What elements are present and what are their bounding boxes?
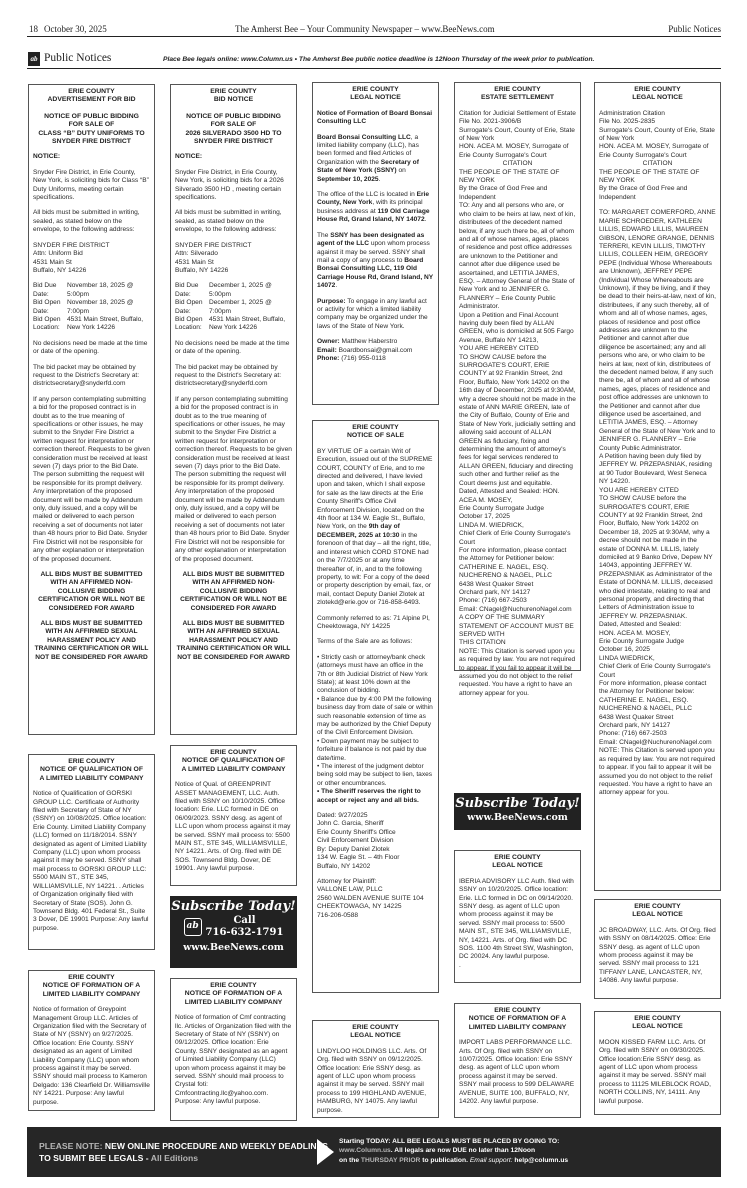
notice-heading: CLASS “B” DUTY UNIFORMS TO	[38, 129, 145, 137]
notice-paragraph: Surrogate's Court, County of Erie, State of New York	[459, 126, 575, 143]
text-run: upon whom process against it may be served. SSNY shall mail a copy of any process to	[317, 240, 430, 264]
notice-heading: ESTATE SETTLEMENT	[480, 94, 554, 102]
notice-paragraph	[317, 338, 434, 346]
bid-schedule	[33, 282, 150, 332]
notice-paragraph: For more information, please contact the Attorney for Petitioner below:	[599, 680, 707, 696]
notice-paragraph: NOTE: This Citation is served upon you as required by law. You are not required to appear. If you fail to appear it will be assumed you do not object to the relief requested. You have a right to have an attorney appear for you.	[599, 747, 716, 797]
notice-paragraph: HON. ACEA M. MOSEY, Surrogate of Erie County Surrogate's Court	[459, 143, 569, 159]
notice-heading: ERIE COUNTY	[494, 86, 541, 93]
notice-paragraph: TO: Any and all persons who are, or who claim to be heirs at law, next of kin, distributees of the decedent named below, if any such there be, all of whom and all of whose names, ages, places of residence and post office addresses are unknown to the Petitioner and cannot after due diligence used be ascertained, and LETITIA JAMES, ESQ. – Attorney General of the State of New York and to JENNIFER G. FLANNERY – Erie County Public Administrator.	[459, 202, 576, 311]
notice-paragraph: • Strictly cash or attorney/bank check (attorneys must have an office in the 7th or 8th Judicial District of New York State); at least 10% down at the conclusion of bidding.	[317, 653, 428, 695]
notice-paragraph: If any person contemplating submitting a bid for the proposed contract is in doubt as to the true meaning of specifications or other issues, he may submit to the Snyder Fire District a written request for interpretation or correction thereof. Requests to be given consideration must be received at least seven (7) days prior to the Bid Date. The person submitting the request will be responsible for its prompt delivery. Any interpretation of the proposed document will be made by Addendum only, duly issued, and a copy will be mailed or delivered to each person receiving a set of documents not later than 48 hours prior to Bid Date. Snyder Fire District will not be responsible for any other explanation or interpretation of the proposed document.	[33, 395, 150, 563]
column-link[interactable]: www.Column.us	[339, 1147, 391, 1155]
bid-label: Bid Due Date:	[33, 282, 57, 298]
notice-paragraph: Phone: (716) 667-2503	[599, 730, 667, 738]
bold-text: Email:	[317, 346, 337, 354]
notice-heading: SNYDER FIRE DISTRICT	[52, 138, 131, 146]
bid-value: 4531 Main Street, Buffalo, New York 14226	[209, 315, 286, 332]
notice-paragraph: 2560 WALDEN AVENUE SUITE 104	[317, 894, 424, 902]
notice-heading: ERIE COUNTY	[634, 86, 681, 93]
notice-paragraph: A COPY OF THE SUMMARY STATEMENT OF ACCOUNT MUST BE SERVED WITH	[459, 614, 574, 638]
bid-schedule	[175, 282, 292, 332]
notice-paragraph: Orchard park, NY 14127	[459, 588, 531, 596]
bid-value: November 18, 2025 @ 7:00pm	[67, 299, 134, 315]
notice-paragraph: All bids must be submitted in writing, sealed, as stated below on the envelope, to the following address:	[33, 209, 140, 234]
notice-paragraph: VALLONE LAW, PLLC	[317, 886, 383, 894]
notice-heading: NOTICE OF PUBLIC BIDDING	[186, 112, 281, 120]
notice-paragraph: Snyder Fire District, in Erie County, New York, is soliciting bids for Class “B” Duty Uniforms, meeting certain specifications.	[33, 168, 149, 202]
banner-left-text	[39, 1140, 329, 1164]
subscribe-call-ad[interactable]	[170, 896, 297, 968]
bee-logo-icon: ab	[184, 918, 202, 936]
notice-paragraph: The bid packet may be obtained by request to the District's Secretary at: districtsecretary@snyderfd.com	[33, 363, 140, 388]
notice-heading: ERIE COUNTY	[210, 982, 257, 989]
bid-value: December 1, 2025 @ 7:00pm	[209, 299, 272, 315]
notice-heading: ERIE COUNTY	[68, 974, 115, 981]
notice-jc-broadway	[594, 899, 721, 999]
notice-heading: ERIE COUNTY	[352, 424, 399, 431]
bid-value: 4531 Main Street, Buffalo, New York 14226	[67, 315, 144, 332]
notice-heading: LEGAL NOTICE	[632, 911, 683, 919]
notice-paragraph: • Balance due by 4:00 PM the following business day from date of sale or within such reasonable extension of time as may be authorized by the Chief Deputy of the Civil Enforcement Division.	[317, 695, 433, 737]
text-run: The office of the LLC is located in	[317, 191, 417, 199]
notice-paragraph: THE PEOPLE OF THE STATE OF NEW YORK	[459, 168, 560, 185]
bold-text: 9th day of DECEMBER, 2025 at 10:30	[317, 523, 400, 539]
notice-paragraph: A Petition having been duly filed by JEFFREY W. PRZEPASNIAK, residing at 90 Tudor Boulevard, West Seneca NY 14220.	[599, 453, 712, 486]
section-bar	[27, 50, 721, 69]
notice-paragraph: NUCHERENO & NAGEL, PLLC	[459, 572, 553, 580]
text-run: Boardbonsai@gmail.com	[336, 346, 413, 354]
thursday-prior: THURSDAY PRIOR	[360, 1156, 421, 1164]
notice-paragraph: Notice of Qualification of GORSKI GROUP LLC. Certificate of Authority filed with Secretary of State of NY (SSNY) on 10/08/2025. Office location: Erie County. Limited Liability Company (LLC) formed on 11/18/2014. SSNY designated as agent of Limited Liability Company (LLC) upon whom process against it may be served. SSNY shall mail process to GORSKI GROUP LLC: 5500 MAIN ST., STE 345, WILLIAMSVILLE, NY 14221. . Articles of Organization originally filed with Secretary of State (SOS). John G. Townsend Bldg. 401 Federal St., Suite 3 Dover, DE 19901 Purpose: Any lawful purpose.	[33, 790, 149, 932]
banner-line-1: Starting TODAY: ALL BEE LEGALS MUST BE PLACED BY GOING TO:	[339, 1138, 560, 1145]
bold-text: Phone:	[317, 354, 340, 362]
please-note-label: PLEASE NOTE:	[39, 1141, 103, 1151]
notice-heading: ERIE COUNTY	[352, 1024, 399, 1031]
notice-heading: NOTICE OF FORMATION OF A	[468, 1015, 567, 1023]
notice-cmf-formation	[170, 978, 297, 1121]
notice-paragraph: ALL BIDS MUST BE SUBMITTED WITH AN AFFIRMED NON-COLLUSIVE BIDDING CERTIFICATION OR WILL NOT BE CONSIDERED FOR AWARD	[180, 570, 287, 612]
notice-paragraph: Email: CNagel@NuchurenoNagel.com	[459, 605, 572, 613]
notice-administration-citation	[594, 82, 721, 891]
ad-url[interactable]: www.BeeNews.com	[183, 942, 284, 953]
notice-paragraph: Erie County Surrogate Judge	[459, 504, 545, 512]
notice-paragraph: Terms of the Sale are as follows:	[317, 638, 413, 646]
notice-paragraph: • The interest of the judgment debtor being sold may be subject to lien, taxes or other encumbrances.	[317, 763, 433, 787]
notice-heading: FOR SALE OF	[210, 121, 257, 129]
ad-headline: Subscribe Today!	[171, 899, 296, 914]
notice-paragraph: HON. ACEA M. MOSEY,	[599, 629, 671, 637]
notice-heading: A LIMITED LIABILITY COMPANY	[39, 774, 144, 782]
notice-paragraph	[317, 191, 434, 225]
notice-paragraph: LINDA M. WIEDRICK,	[459, 521, 524, 529]
page-number: 18	[29, 24, 38, 34]
section-tagline: Place Bee legals online: www.Column.us • The Amherst Bee public notice deadline is 12Noon Thursday of the week prior to publication.	[163, 56, 595, 63]
notice-estate-settlement	[454, 82, 581, 697]
bid-label: Bid Open Date:	[175, 299, 203, 315]
notice-heading: NOTICE OF SALE	[346, 432, 405, 440]
notice-paragraph: 4531 Main St	[33, 258, 72, 266]
notice-paragraph: Attorney for Plaintiff:	[317, 877, 377, 885]
notice-paragraph: IMPORT LABS PERFORMANCE LLC. Arts. Of Org. filed with SSNY on 10/07/2025. Office location: Erie SSNY desg. as agent of LLC upon whom process against it may be served. SSNY mail process to 599 DELAWARE AVENUE, SUITE 100, BUFFALO, NY, 14202. Any lawful purpose.	[459, 1039, 575, 1106]
bid-label: Bid Open Date:	[33, 299, 61, 315]
notice-paragraph: Buffalo, NY 14226	[175, 266, 229, 274]
notice-paragraph	[317, 298, 434, 332]
text-run: .	[335, 282, 338, 290]
ad-url[interactable]: www.BeeNews.com	[467, 812, 568, 823]
notice-heading: ERIE COUNTY	[68, 88, 115, 95]
notice-of-sale	[312, 420, 439, 993]
notice-heading: LIMITED LIABILITY COMPANY	[42, 990, 141, 998]
notice-heading: A LIMITED LIABILITY COMPANY	[181, 765, 286, 773]
banner-line-2: . All legals are now DUE no later than 12Noon	[390, 1147, 536, 1155]
notice-paragraph: TO SHOW CAUSE before the SURROGATE'S COURT, ERIE COUNTY at 92 Franklin Street, 2nd Floor, Buffalo, New York 14202 on December 18, 2025 at 9:30AM, why a decree should not be made in the estate of DONNA M. LILLIS, lately domiciled at 9 Banko Drive, Depew NY 14043, appointing JEFFREY W. PRZEPASNIAK as Administrator of the Estate of DONNA M. LILLIS, deceased who died intestate, relating to real and personal property, and directing that Letters of Administration issue to JEFFREY W. PRZEPASNIAK.	[599, 495, 713, 620]
notice-lindyloo	[312, 1020, 439, 1118]
notice-paragraph: The bid packet may be obtained by request to the District's Secretary at: districtsecretary@snyderfd.com	[175, 363, 282, 388]
notice-paragraph: 134 W. Eagle St. – 4th Floor	[317, 854, 400, 862]
notice-paragraph: YOU ARE HEREBY CITED	[599, 486, 679, 494]
text-run: on	[396, 167, 406, 175]
page-header	[27, 20, 721, 37]
section-title: Public Notices	[44, 52, 112, 64]
notice-paragraph: Chief Clerk of Erie County Surrogate's Court	[459, 530, 571, 546]
notice-paragraph: Buffalo, NY 14202	[317, 862, 371, 870]
notice-paragraph: TO: MARGARET COMERFORD, ANNE MARIE SCHROEDER, KATHLEEN LILLIS, EDWARD LILLIS, MAUREEN GIBSON, LENORE GRANGE, DENNIS TERRERI, KEVIN LILLIS, TIMOTHY LILLIS, COLLEEN HEIM, GREGORY PEPE (Individual Whose Whereabouts are Unknown), JEFFREY PEPE (Individual Whose Whereabouts are Unknown), if they be living, and if they be dead to their heirs-at-law, next of kin, distributees, if any such thereby, all of whom and all of whose names, ages, places of residence and post office addresses are unknown to the Petitioner and cannot after due diligence be ascertained; any and all persons who are, or who claim to be heirs at law, next of kin, distributees of the decedent named below, if any such there be, all of whom and all of whose names, ages, places of residence and post office addresses are unknown to the Petitioner and cannot after due diligence used be ascertained, and LETITIA JAMES, ESQ. – Attorney General of the State of New York and to JENNIFER G. FLANNERY – Erie County Public Administrator.	[599, 209, 716, 452]
notice-paragraph: Snyder Fire District, in Erie County, New York, is soliciting bids for a 2026 Silverado 3500 HD , meeting certain specifications.	[175, 168, 284, 202]
bid-label: Bid Due Date:	[175, 282, 199, 298]
notice-paragraph: Notice of Qual. of GREENPRINT ASSET MANAGEMENT, LLC. Auth. filed with SSNY on 10/10/2025. Office location: Erie. LLC formed in DE on 06/09/2023. SSNY desg. as agent of LLC upon whom process against it may be served. SSNY mail process to: 5500 MAIN ST., STE 345, WILLIAMSVILLE, NY 14221. Arts. of Org. filed with DE SOS. Townsend Bldg. Dover, DE 19901. Any lawful purpose.	[175, 781, 291, 873]
text-run: Matthew Haberstro	[339, 338, 398, 346]
text-run: (716) 955-0118	[339, 354, 386, 362]
notice-paragraph: No decisions need be made at the time or date of the opening.	[33, 339, 148, 356]
notice-paragraph: NOTICE:	[175, 153, 203, 161]
notice-paragraph: Dated, Attested and Sealed:	[599, 621, 682, 629]
notice-paragraph: SNYDER FIRE DISTRICT	[175, 241, 252, 249]
play-arrow-icon	[317, 1139, 334, 1165]
notice-silverado-bid	[170, 84, 297, 735]
notice-paragraph: Surrogate's Court, County of Erie, State of New York	[599, 126, 715, 143]
support-email[interactable]: help@column.us	[512, 1156, 569, 1164]
notice-paragraph: the Attorney for Petitioner below:	[459, 555, 555, 563]
notice-paragraph: No decisions need be made at the time or date of the opening.	[175, 339, 290, 356]
notice-paragraph: Phone: (716) 667-2503	[459, 597, 527, 605]
notice-paragraph: If any person contemplating submitting a bid for the proposed contract is in doubt as to the true meaning of specifications or other issues, he may submit to the Snyder Fire District a written request for interpretation or correction thereof. Requests to be given consideration must be received at least seven (7) days prior to the Bid Date. The person submitting the request will be responsible for its prompt delivery. Any interpretation of the proposed document will be made by Addendum only, duly issued, and a copy will be mailed or delivered to each person receiving a set of documents not later than 48 hours prior to Bid Date. Snyder Fire District will not be responsible for any other explanation or interpretation of the proposed document.	[175, 395, 292, 563]
notice-heading: NOTICE OF QUALIFICATION OF	[40, 766, 143, 774]
subscribe-web-ad[interactable]	[454, 793, 581, 830]
notice-paragraph: October 16, 2025	[599, 646, 650, 654]
notice-paragraph: Citation for Judicial Settlement of Estate	[459, 109, 576, 117]
bold-text: 119 Old Carriage House Rd, Grand Island, NY 14072	[317, 207, 430, 224]
notice-paragraph: Dated: 9/27/2025	[317, 812, 368, 820]
notice-paragraph: NUCHERENO & NAGEL, PLLC	[599, 705, 693, 713]
notice-paragraph: Notice of formation of Cmf contracting llc. Articles of Organization filed with the Secretary of State of NY (SSNY) on 09/12/2025. Office location: Erie County. SSNY designated as an agent of Limited Liability Company (LLC) upon whom process against it may be served. SSNY should mail process to Crystal foti: Cmfcontracting.llc@yahoo.com. Purpose: Any lawful purpose.	[175, 1014, 292, 1106]
notice-paragraph	[317, 232, 434, 291]
notice-paragraph: Administration Citation	[599, 109, 665, 117]
bold-text: Erie County, New York	[317, 191, 430, 207]
notice-heading: NOTICE OF FORMATION OF A	[42, 982, 141, 990]
email-support-label: Email support:	[469, 1156, 513, 1164]
notice-paragraph: October 17, 2025	[459, 513, 510, 521]
notice-paragraph	[317, 347, 434, 355]
notice-heading	[175, 105, 292, 113]
banner-left-main: NEW ONLINE PROCEDURE AND WEEKLY DEADLINES TO SUBMIT BEE LEGALS -	[39, 1141, 329, 1163]
bid-label: Bid Open Location:	[33, 315, 61, 332]
banner-line-3a: on the	[339, 1156, 361, 1164]
notice-paragraph: Dated, Attested and Sealed: HON. ACEA M. MOSEY,	[459, 488, 560, 504]
notice-uniforms-bid	[28, 84, 155, 735]
notice-paragraph: 716-206-0588	[317, 911, 359, 919]
notice-paragraph: John C. Garcia, Sheriff	[317, 820, 384, 828]
notice-paragraph: THE PEOPLE OF THE STATE OF NEW YORK	[599, 168, 700, 185]
notice-heading: NOTICE OF FORMATION OF A	[184, 990, 283, 998]
notice-paragraph: LINDA WIEDRICK,	[599, 654, 655, 662]
text-run: , a limited liability company (LLC), has been formed and filed Articles of Organization with the	[317, 133, 419, 166]
notice-heading: ERIE COUNTY	[494, 1007, 541, 1014]
notice-paragraph: TO SHOW CAUSE before the SURROGATE'S COURT, ERIE COUNTY at 92 Franklin Street, 2nd Floor, Buffalo, New York 14202 on the 16th day of December, 2025 at 9:30AM, why a decree should not be made in the estate of ANN MARIE GREEN, late of the City of Buffalo, County of Erie and State of New York, judicially settling and allowing said account of ALLAN GREEN as fiduciary, fixing and determining the amount of attorney's fees for legal services rendered to ALLAN GREEN, fiduciary and directing such other and further relief as the Court deems just and equitable.	[459, 353, 576, 487]
notice-paragraph: Civil Enforcement Division	[317, 837, 394, 845]
notice-heading: FOR SALE OF	[68, 121, 115, 129]
notice-paragraph: .	[459, 961, 461, 969]
notice-paragraph: Erie County Surrogate Judge	[599, 638, 685, 645]
section-name: Public Notices	[668, 24, 721, 34]
notice-moon-kissed	[594, 1011, 721, 1115]
ad-phone: 716-632-1791	[205, 927, 284, 938]
text-run: BY VIRTUE OF a certain Writ of Execution, issued out of the SUPREME COURT, COUNTY of Erie, and to me directed and delivered, I have levied upon and taken, which I shall expose for sale as the law directs at the Erie County Sheriff's Office Civil Enforcement Division, located on the 4th floor at 134 W. Eagle St., Buffalo, New York, on the	[317, 447, 433, 531]
notice-paragraph: 6438 West Quaker Street	[599, 713, 674, 721]
notice-paragraph: YOU ARE HEREBY CITED	[459, 345, 539, 353]
notice-paragraph: By the Grace of God Free and Independent	[599, 185, 688, 201]
text-run: , with its principal business address at	[317, 199, 423, 215]
notice-paragraph: For more information, please contact	[459, 546, 567, 554]
notice-board-bonsai	[312, 82, 439, 405]
notice-paragraph: MOON KISSED FARM LLC. Arts. Of Org. filed with SSNY on 09/30/2025. Office location:Erie SSNY desg. as agent of LLC upon whom process against it may be served. SSNY mail process to 11125 MILEBLOCK ROAD, NORTH COLLINS, NY, 14111. Any lawful purpose.	[599, 1038, 711, 1105]
bold-text: Board Bonsai Consulting LLC	[317, 133, 411, 141]
notice-paragraph: File No. 2025-2835	[599, 118, 656, 126]
notice-heading	[33, 105, 150, 113]
bid-value: December 1, 2025 @ 5:00pm	[209, 282, 272, 298]
notice-paragraph	[317, 134, 434, 184]
notice-paragraph: JC BROADWAY, LLC. Arts. Of Org. filed with SSNY on 08/14/2025. Office: Erie SSNY desg. as agent of LLC upon whom process against it may be served. SSNY mail process to 121 TIFFANY LANE, LANCASTER, NY, 14086. Any lawful purpose.	[599, 926, 716, 985]
notice-paragraph: CATHERINE E. NAGEL, ESQ.	[459, 563, 549, 571]
notice-paragraph: Erie County Sheriff's Office	[317, 828, 396, 836]
notice-heading: LEGAL NOTICE	[492, 862, 543, 870]
text-run: .	[378, 175, 381, 183]
notice-paragraph: By: Deputy Daniel Zlotek	[317, 845, 390, 853]
notice-paragraph: Email: CNagel@NuchurenoNagel.com	[599, 738, 712, 746]
notice-paragraph: 6438 West Quaker Street	[459, 580, 534, 588]
notice-paragraph: CITATION	[642, 160, 673, 168]
notice-paragraph: Attn: Uniform Bid	[33, 250, 83, 258]
bold-text: Board Bonsai Consulting LLC, 119 Old Carriage House Rd, Grand Island, NY 14072	[317, 256, 434, 290]
notice-greypoint-formation	[28, 970, 155, 1111]
notice-paragraph: Notice of Formation of Board Bonsai Consulting LLC	[317, 109, 433, 126]
notice-heading: ERIE COUNTY	[68, 758, 115, 765]
bold-text: Owner:	[317, 338, 340, 346]
notice-heading: NOTICE OF QUALIFICATION OF	[182, 757, 285, 765]
notice-gorski-qualification	[28, 754, 155, 950]
ad-call-label: Call	[233, 915, 256, 926]
bid-value: November 18, 2025 @ 5:00pm	[67, 282, 134, 298]
notice-paragraph: Buffalo, NY 14226	[33, 266, 87, 274]
notice-heading: 2026 SILVERADO 3500 HD TO	[185, 129, 282, 137]
notice-paragraph: 4531 Main St	[175, 258, 214, 266]
notice-heading: ERIE COUNTY	[210, 88, 257, 95]
notice-paragraph: Notice of formation of Greypoint Management Group LLC. Articles of Organization filed with the Secretary of State of NY (SSNY) on 9/27/2025. Office location: Erie County. SSNY designated as an agent of Limited Liability Company (LLC) upon whom process against it may be served. SSNY should mail process to Kameron Delgado: 136 Clearfield Dr. Williamsville NY 14221. Purpose: Any lawful purpose.	[33, 1006, 150, 1106]
banner-line-3c: to publication.	[420, 1156, 470, 1164]
text-run: .	[424, 216, 427, 224]
notice-paragraph: NOTE: This Citation is served upon you as required by law. You are not required to appear. If you fail to appear it will be assumed you do not object to the relief requested. You have a right to have an attorney appear for you.	[459, 647, 576, 697]
notice-paragraph: Orchard park, NY 14127	[599, 722, 671, 730]
notice-heading: ERIE COUNTY	[634, 1015, 681, 1022]
notice-heading: BID NOTICE	[213, 96, 254, 104]
notice-paragraph: CITATION	[502, 160, 533, 168]
text-run: The	[317, 231, 331, 239]
notice-paragraph: Chief Clerk of Erie County Surrogate's Court	[599, 663, 711, 679]
notice-paragraph: IBERIA ADVISORY LLC Auth. filed with SSNY on 10/20/2025. Office location: Erie. LLC formed in DC on 09/14/2020. SSNY desg. as agent of LLC upon whom process against it may be served. SSNY mail process to: 5500 MAIN ST., STE 345, WILLIAMSVILLE, NY, 14221. Arts. of Org. filed with DC SOS. 1100 4th Street SW, Washington, DC 20024. Any lawful purpose.	[459, 877, 574, 961]
notice-paragraph	[317, 448, 434, 608]
notice-heading: LEGAL NOTICE	[350, 1032, 401, 1040]
notice-heading: ERIE COUNTY	[210, 749, 257, 756]
notice-heading: ERIE COUNTY	[634, 903, 681, 910]
notice-greenprint-qualification	[170, 745, 297, 886]
notice-paragraph: • Down payment may be subject to forfeiture if balance is not paid by due date/time.	[317, 737, 427, 762]
legals-deadline-banner	[27, 1127, 721, 1177]
notice-paragraph: SNYDER FIRE DISTRICT	[33, 241, 110, 249]
notice-paragraph: THIS CITATION	[459, 639, 506, 647]
notice-paragraph: Commonly referred to as: 71 Alpine Pl, Cheektowaga, NY 14225	[317, 614, 430, 630]
notice-heading: ADVERTISEMENT FOR BID	[47, 96, 136, 104]
bold-text: Purpose:	[317, 297, 346, 305]
notice-paragraph: By the Grace of God Free and Independent	[459, 185, 548, 201]
notice-import-labs	[454, 1003, 581, 1118]
notice-paragraph: ALL BIDS MUST BE SUBMITTED WITH AN AFFIRMED NON-COLLUSIVE BIDDING CERTIFICATION OR WILL NOT BE CONSIDERED FOR AWARD	[38, 570, 145, 612]
notice-heading: ERIE COUNTY	[352, 86, 399, 93]
notice-heading: LEGAL NOTICE	[632, 94, 683, 102]
notice-paragraph: File No. 2021-3906/B	[459, 118, 522, 126]
notice-heading: LIMITED LIABILITY COMPANY	[468, 1023, 567, 1031]
bid-label: Bid Open Location:	[175, 315, 203, 332]
notice-paragraph: ALL BIDS MUST BE SUBMITTED WITH AN AFFIRMED SEXUAL HARASSMENT POLICY AND TRAINING CERTIFICATION OR WILL NOT BE CONSIDERED FOR AWARD	[176, 619, 291, 661]
notice-paragraph	[317, 355, 434, 363]
notice-heading: LEGAL NOTICE	[350, 94, 401, 102]
ad-headline: Subscribe Today!	[455, 796, 580, 811]
text-run: To engage in any lawful act or activity for which a limited liability company may be organized under the laws of the State of New York.	[317, 297, 428, 330]
notice-iberia	[454, 850, 581, 983]
notice-heading: SNYDER FIRE DISTRICT	[194, 138, 273, 146]
text-run: in the forenoon of that day – all the right, title, and interest which CORD STONE had on the 7/7/2025 or at any time thereafter of, in, and to the following property, to wit: For a copy of the deed or property description by email, fax, or mail, contact Deputy Daniel Zlotek at zlotekd@erie.gov or 716-858-6493.	[317, 531, 431, 607]
notice-heading: LIMITED LIABILITY COMPANY	[184, 998, 283, 1006]
notice-paragraph: CHEEKTOWAGA, NY 14225	[317, 903, 402, 911]
bold-text: Secretary of State of New York (SSNY)	[317, 158, 419, 175]
notice-paragraph: CATHERINE E. NAGEL, ESQ.	[599, 696, 689, 704]
notice-paragraph: LINDYLOO HOLDINGS LLC. Arts. Of Org. filed with SSNY on 09/12/2025. Office location: Erie SSNY desg. as agent of LLC upon whom process against it may be served. SSNY mail process to 199 HIGHLAND AVENUE, HAMBURG, NY 14075. Any lawful purpose.	[317, 1047, 427, 1114]
notice-paragraph: HON. ACEA M. MOSEY, Surrogate of Erie County Surrogate's Court	[599, 143, 709, 159]
bee-logo-icon: ab	[28, 52, 40, 66]
bold-text: SSNY has been designated as agent of the LLC	[317, 231, 425, 248]
masthead: The Amherst Bee – Your Community Newspaper – www.BeeNews.com	[235, 24, 495, 34]
banner-editions: All Editions	[150, 1153, 198, 1163]
notice-heading: ERIE COUNTY	[494, 854, 541, 861]
banner-right-text	[339, 1137, 568, 1165]
notice-paragraph: NOTICE:	[33, 153, 61, 161]
issue-date: October 30, 2025	[44, 24, 107, 34]
notice-heading: LEGAL NOTICE	[632, 1023, 683, 1031]
notice-paragraph: Attn: Silverado	[175, 250, 218, 258]
notice-paragraph: Upon a Petition and Final Account having duly been filed by ALLAN GREEN, who is domiciled at 505 Fargo Avenue, Buffalo NY 14213,	[459, 311, 574, 344]
notice-paragraph: ALL BIDS MUST BE SUBMITTED WITH AN AFFIRMED SEXUAL HARASSMENT POLICY AND TRAINING CERTIFICATION OR WILL NOT BE CONSIDERED FOR AWARD	[34, 619, 149, 661]
bold-text: September 10, 2025	[317, 175, 379, 183]
notice-paragraph: • The Sheriff reserves the right to accept or reject any and all bids.	[317, 788, 421, 804]
notice-paragraph: All bids must be submitted in writing, sealed, as stated below on the envelope, to the following address:	[175, 209, 282, 234]
notice-heading: NOTICE OF PUBLIC BIDDING	[44, 112, 139, 120]
